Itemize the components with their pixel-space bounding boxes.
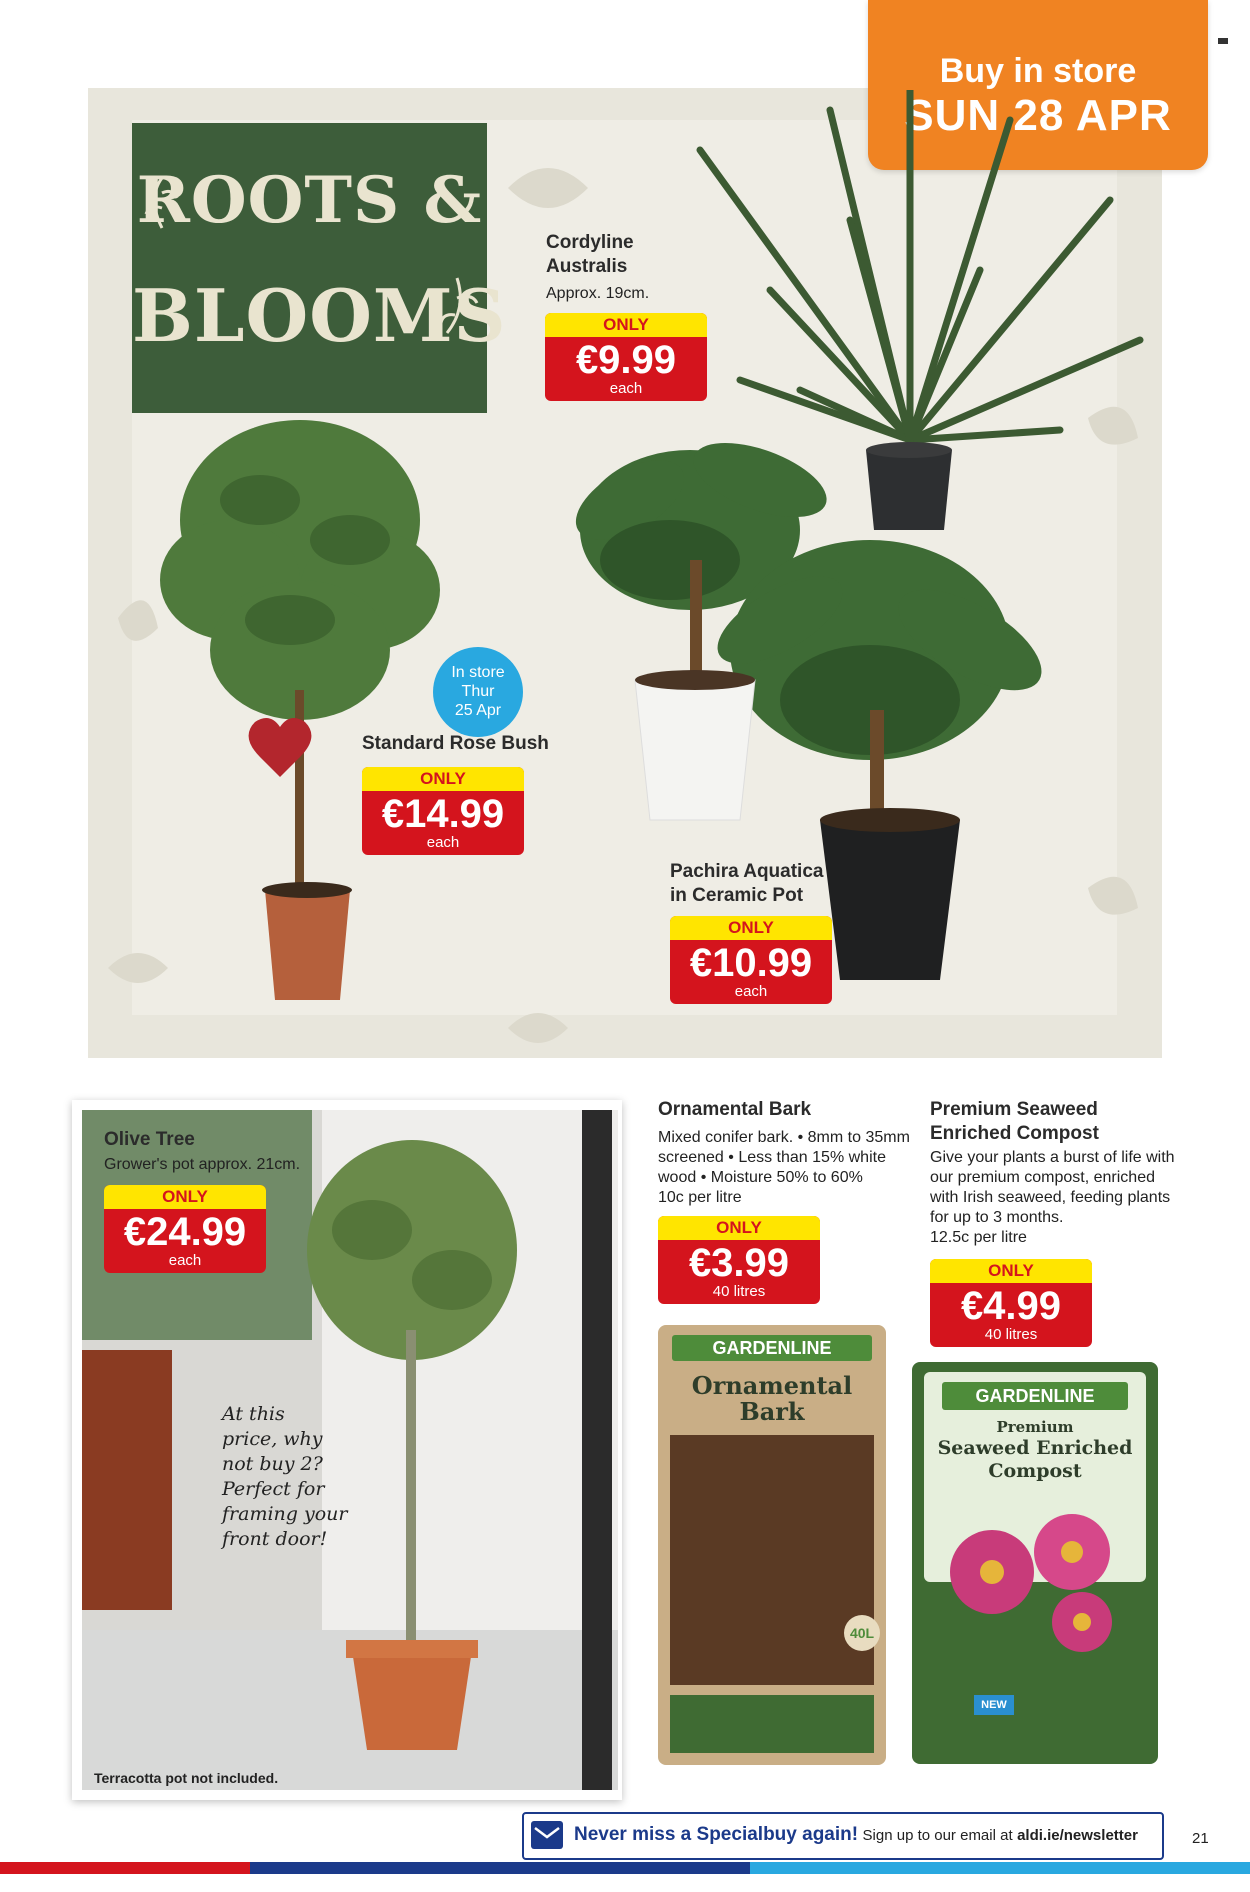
newsletter-text	[574, 1824, 1138, 1846]
newsletter-subtext: Sign up to our email at	[862, 1827, 1013, 1844]
price-value: €24.99	[123, 1210, 247, 1254]
note-line: framing your	[222, 1503, 348, 1525]
logo-line-2: BLOOMS	[132, 273, 507, 358]
bark-price-tag	[658, 1216, 820, 1304]
cordyline-title	[546, 231, 634, 279]
newsletter-headline: Never miss a Specialbuy again!	[574, 1824, 859, 1845]
bark-description	[658, 1128, 910, 1208]
note-line: front door!	[222, 1528, 328, 1550]
desc-line: our premium compost, enriched	[930, 1169, 1155, 1186]
compost-price-tag	[930, 1259, 1092, 1347]
bag-name	[912, 1418, 1158, 1483]
compost-title-line-1: Premium Seaweed	[930, 1099, 1098, 1120]
bag-name-line-1: Ornamental	[691, 1371, 853, 1400]
logo-line-1: ROOTS &	[136, 163, 483, 238]
price-value: €9.99	[575, 338, 677, 382]
pachira-title-line-2: in Ceramic Pot	[670, 885, 804, 906]
only-label: ONLY	[930, 1259, 1092, 1283]
bag-feature-strip	[670, 1695, 874, 1753]
bark-texture-image	[670, 1435, 874, 1685]
handwritten-note	[222, 1402, 347, 1552]
seaweed-compost-bag	[912, 1362, 1158, 1764]
price-unit: each	[426, 834, 460, 851]
desc-line: 10c per litre	[658, 1189, 742, 1206]
roots-and-blooms-logo	[132, 123, 507, 413]
olive-price-tag	[104, 1185, 266, 1273]
cordyline-title-line-1: Cordyline	[546, 232, 634, 253]
price-unit: each	[734, 983, 768, 1000]
logo-flourish-icon	[437, 273, 482, 343]
badge-line-2: Thur	[461, 683, 495, 700]
pachira-title-line-1: Pachira Aquatica	[670, 861, 824, 882]
bag-name	[658, 1373, 886, 1425]
price-unit: each	[609, 380, 643, 397]
only-label: ONLY	[545, 313, 707, 337]
compost-description	[930, 1148, 1175, 1248]
note-line: Perfect for	[222, 1478, 325, 1500]
desc-line: Give your plants a burst of life with	[930, 1149, 1175, 1166]
rose-title: Standard Rose Bush	[362, 733, 549, 754]
newsletter-banner[interactable]	[522, 1812, 1164, 1860]
desc-line: Mixed conifer bark. • 8mm to 35mm	[658, 1129, 910, 1146]
cordyline-title-line-2: Australis	[546, 256, 628, 277]
page-number: 21	[1192, 1830, 1209, 1847]
banner-date: SUN 28 APR	[904, 91, 1172, 140]
bottom-color-bar	[0, 1862, 1250, 1874]
envelope-icon	[530, 1820, 564, 1850]
desc-line: screened • Less than 15% white	[658, 1149, 886, 1166]
pachira-title	[670, 860, 823, 908]
rose-price-tag	[362, 767, 524, 855]
badge-line-3: 25 Apr	[454, 702, 502, 719]
rose-bush-image	[140, 410, 460, 1010]
price-unit: each	[168, 1252, 202, 1269]
bag-name-line-2: Bark	[739, 1397, 805, 1426]
price-value: €4.99	[960, 1284, 1062, 1328]
bag-name-line-2: Seaweed Enriched	[937, 1437, 1133, 1459]
olive-title: Olive Tree	[104, 1129, 195, 1150]
newsletter-link[interactable]: aldi.ie/newsletter	[1017, 1827, 1138, 1844]
bag-name-line-3: Compost	[988, 1460, 1082, 1482]
price-unit: 40 litres	[712, 1283, 766, 1300]
olive-description: Grower's pot approx. 21cm.	[104, 1156, 301, 1173]
only-label: ONLY	[670, 916, 832, 940]
price-unit: 40 litres	[984, 1326, 1038, 1343]
only-label: ONLY	[658, 1216, 820, 1240]
pachira-price-tag	[670, 916, 832, 1004]
note-line: price, why	[222, 1428, 323, 1450]
olive-disclaimer: Terracotta pot not included.	[94, 1770, 279, 1786]
cordyline-price-tag	[545, 313, 707, 401]
cordyline-description: Approx. 19cm.	[546, 285, 650, 302]
in-store-date-badge	[433, 647, 523, 737]
price-value: €10.99	[689, 941, 813, 985]
only-label: ONLY	[104, 1185, 266, 1209]
desc-line: with Irish seaweed, feeding plants	[930, 1189, 1171, 1206]
desc-line: wood • Moisture 50% to 60%	[658, 1169, 863, 1186]
compost-title-line-2: Enriched Compost	[930, 1123, 1099, 1144]
compost-title	[930, 1098, 1099, 1146]
bag-size-badge: 40L	[844, 1615, 880, 1651]
price-value: €3.99	[688, 1241, 790, 1285]
flower-image	[932, 1492, 1138, 1652]
corner-mark-icon	[1218, 38, 1228, 44]
note-line: not buy 2?	[222, 1453, 323, 1475]
bark-title: Ornamental Bark	[658, 1099, 812, 1120]
ornamental-bark-bag	[658, 1325, 886, 1765]
banner-line-1: Buy in store	[939, 52, 1137, 90]
price-value: €14.99	[381, 792, 505, 836]
logo-flourish-icon	[142, 173, 182, 233]
badge-line-1: In store	[451, 664, 505, 681]
desc-line: 12.5c per litre	[930, 1229, 1027, 1246]
new-badge: NEW	[974, 1695, 1014, 1715]
bag-brand: GARDENLINE	[942, 1382, 1128, 1410]
desc-line: for up to 3 months.	[930, 1209, 1064, 1226]
note-line: At this	[222, 1403, 285, 1425]
only-label: ONLY	[362, 767, 524, 791]
pachira-plant-image	[540, 420, 1100, 1000]
bag-name-line-1: Premium	[996, 1418, 1074, 1436]
bag-brand: GARDENLINE	[672, 1335, 872, 1361]
